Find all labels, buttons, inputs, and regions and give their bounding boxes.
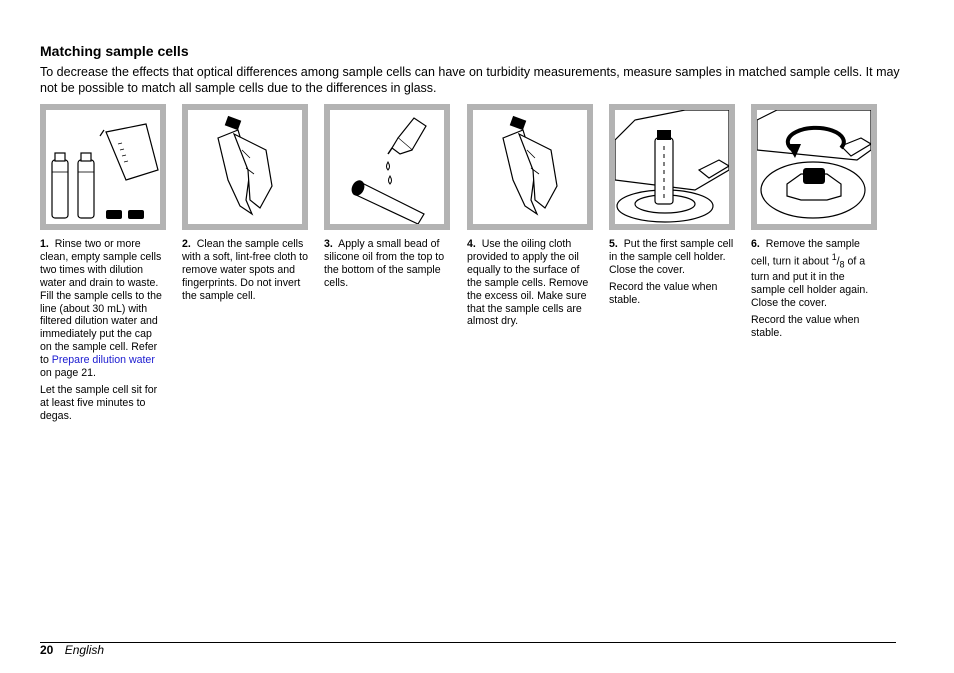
- oil-dropper-icon: [330, 110, 444, 224]
- intro-paragraph: To decrease the effects that optical differences among sample cells can have on turbidity measurements, measure samples in matched sample cells. It may not be possible to match all sample cells due to the differences in glass.: [40, 65, 900, 95]
- step-3-text: 3. Apply a small bead of silicone oil from the top to the bottom of the sample cells.: [324, 238, 445, 289]
- section-heading: Matching sample cells: [40, 43, 189, 59]
- rotate-cell-icon: [757, 110, 871, 224]
- fraction-denominator: 8: [839, 259, 845, 270]
- footer-language: English: [64, 643, 105, 657]
- step-1-illustration: [40, 104, 166, 230]
- beaker-and-sample-cells-icon: [46, 110, 160, 224]
- step-2-text: 2. Clean the sample cells with a soft, lint-free cloth to remove water spots and fingerprints. Do not invert the sample cell.: [182, 238, 309, 302]
- step-5: [609, 104, 735, 311]
- step-5-illustration: [609, 104, 735, 230]
- step-3: [324, 104, 450, 294]
- step-2: [182, 104, 308, 307]
- step-4-text: 4. Use the oiling cloth provided to apply the oil equally to the surface of the sample cells. Remove the excess oil. Make sure that the sample cells are almost dry.: [467, 238, 589, 328]
- page-number: 20: [40, 643, 54, 657]
- step-6-illustration: [751, 104, 877, 230]
- step-2-illustration: [182, 104, 308, 230]
- step-6-text: 6. Remove the sample cell, turn it about $^1/_8$ of a turn and put it in the sample cell holder again. Close the cover. Record the value when stable.: [751, 238, 877, 340]
- cloth-wiping-cell-icon: [188, 110, 302, 224]
- step-1-text: 1. Rinse two or more clean, empty sample cells two times with dilution water and drain to waste. Fill the sample cells to the line (about 30 mL) with filtered dilution water and immediately put the cap on the sample cell. Refer to Prepare dilution water on page 21. Let the sample cell sit for at least five minutes to degas.: [40, 238, 166, 423]
- cell-in-holder-icon: [615, 110, 729, 224]
- step-3-illustration: [324, 104, 450, 230]
- step-6-note: Record the value when stable.: [751, 314, 860, 340]
- step-6: [751, 104, 877, 344]
- footer-divider: [40, 642, 896, 643]
- step-4-illustration: [467, 104, 593, 230]
- step-5-text: 5. Put the first sample cell in the sample cell holder. Close the cover. Record the value when stable.: [609, 238, 734, 306]
- step-1-note: Let the sample cell sit for at least five minutes to degas.: [40, 383, 158, 422]
- fraction-numerator: 1: [831, 251, 837, 262]
- prepare-dilution-water-link[interactable]: Prepare dilution water: [51, 354, 155, 367]
- step-4: [467, 104, 593, 332]
- page-footer: [40, 643, 104, 657]
- step-1: [40, 104, 166, 427]
- oiling-cloth-icon: [473, 110, 587, 224]
- step-5-note: Record the value when stable.: [609, 280, 718, 306]
